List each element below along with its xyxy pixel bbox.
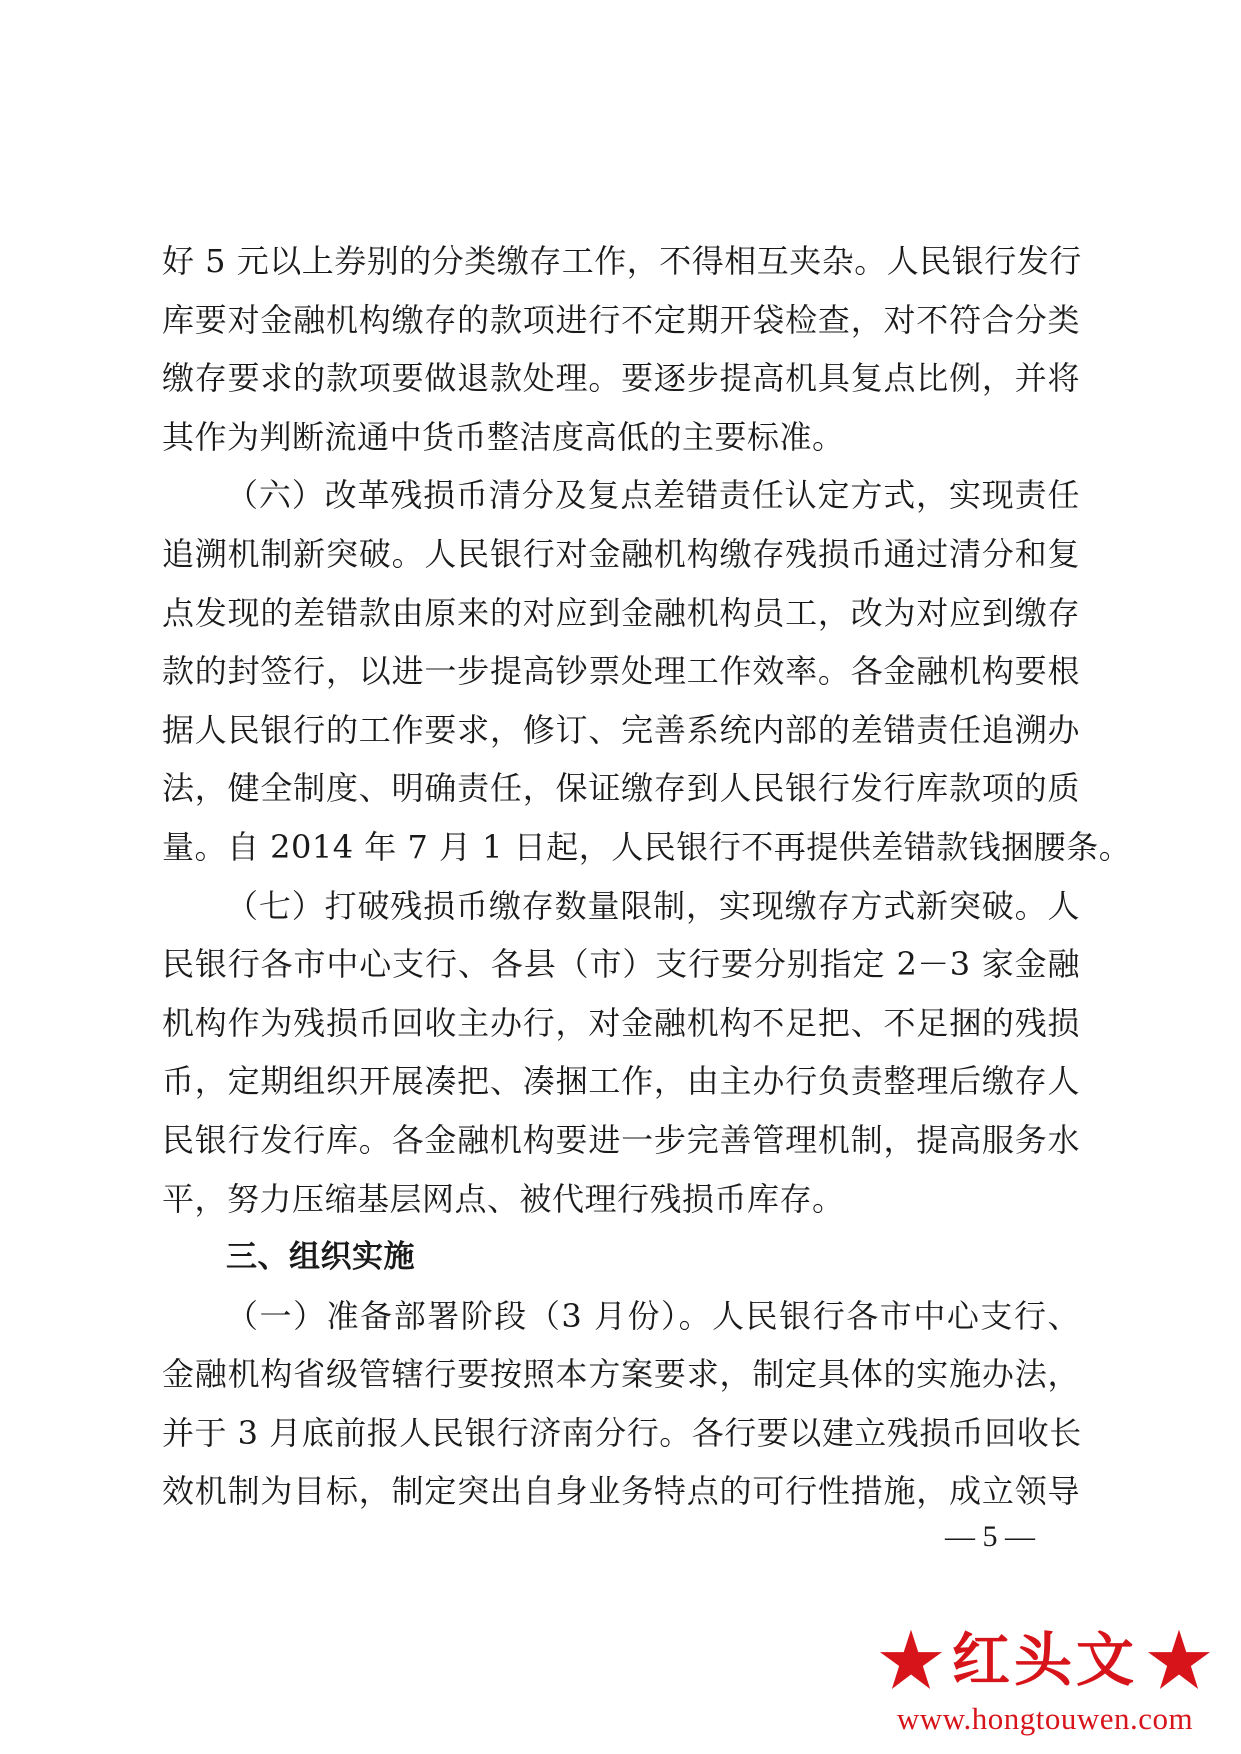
watermark-url: www.hongtouwen.com [896,1701,1194,1736]
text-line: 量。自 2014 年 7 月 1 日起，人民银行不再提供差错款钱捆腰条。 [162,827,1132,866]
section-7-heading-line: （七）打破残损币缴存数量限制，实现缴存方式新突破。人 [226,886,1080,925]
text-line: 法，健全制度、明确责任，保证缴存到人民银行发行库款项的质 [162,769,1080,808]
text-line: 点发现的差错款由原来的对应到金融机构员工，改为对应到缴存 [162,593,1080,632]
star-icon [878,1627,944,1693]
star-icon [1146,1627,1212,1693]
document-body [162,232,1132,1521]
text-line: 机构作为残损币回收主办行，对金融机构不足把、不足捆的残损 [162,1003,1080,1042]
text-line: 平，努力压缩基层网点、被代理行残损币库存。 [162,1179,845,1218]
watermark-title-row [860,1625,1230,1695]
text-line: 缴存要求的款项要做退款处理。要逐步提高机具复点比例，并将 [162,359,1080,398]
text-line: 追溯机制新突破。人民银行对金融机构缴存残损币通过清分和复 [162,534,1080,573]
text-line: 库要对金融机构缴存的款项进行不定期开袋检查，对不符合分类 [162,300,1080,339]
text-line: 其作为判断流通中货币整洁度高低的主要标准。 [162,417,845,456]
text-line: 效机制为目标，制定突出自身业务特点的可行性措施，成立领导 [162,1472,1080,1511]
text-line: 民银行各市中心支行、各县（市）支行要分别指定 2－3 家金融 [162,945,1080,984]
text-line: 民银行发行库。各金融机构要进一步完善管理机制，提高服务水 [162,1120,1080,1159]
text-line: 币，定期组织开展凑把、凑捆工作，由主办行负责整理后缴存人 [162,1062,1080,1101]
section-6-heading-line: （六）改革残损币清分及复点差错责任认定方式，实现责任 [226,476,1080,515]
text-line: 并于 3 月底前报人民银行济南分行。各行要以建立残损币回收长 [162,1413,1082,1452]
text-line: 据人民银行的工作要求，修订、完善系统内部的差错责任追溯办 [162,710,1080,749]
subsection-1-heading-line: （一）准备部署阶段（3 月份）。人民银行各市中心支行、 [226,1296,1080,1335]
section-heading-organization: 三、组织实施 [226,1239,415,1276]
watermark [860,1625,1230,1745]
watermark-title: 红头文 [951,1626,1138,1694]
text-line: 金融机构省级管辖行要按照本方案要求，制定具体的实施办法， [162,1355,1080,1394]
text-line: 好 5 元以上券别的分类缴存工作，不得相互夹杂。人民银行发行 [162,242,1082,280]
page-number: — 5 — [945,1520,1035,1553]
text-line: 款的封签行，以进一步提高钞票处理工作效率。各金融机构要根 [162,652,1080,691]
